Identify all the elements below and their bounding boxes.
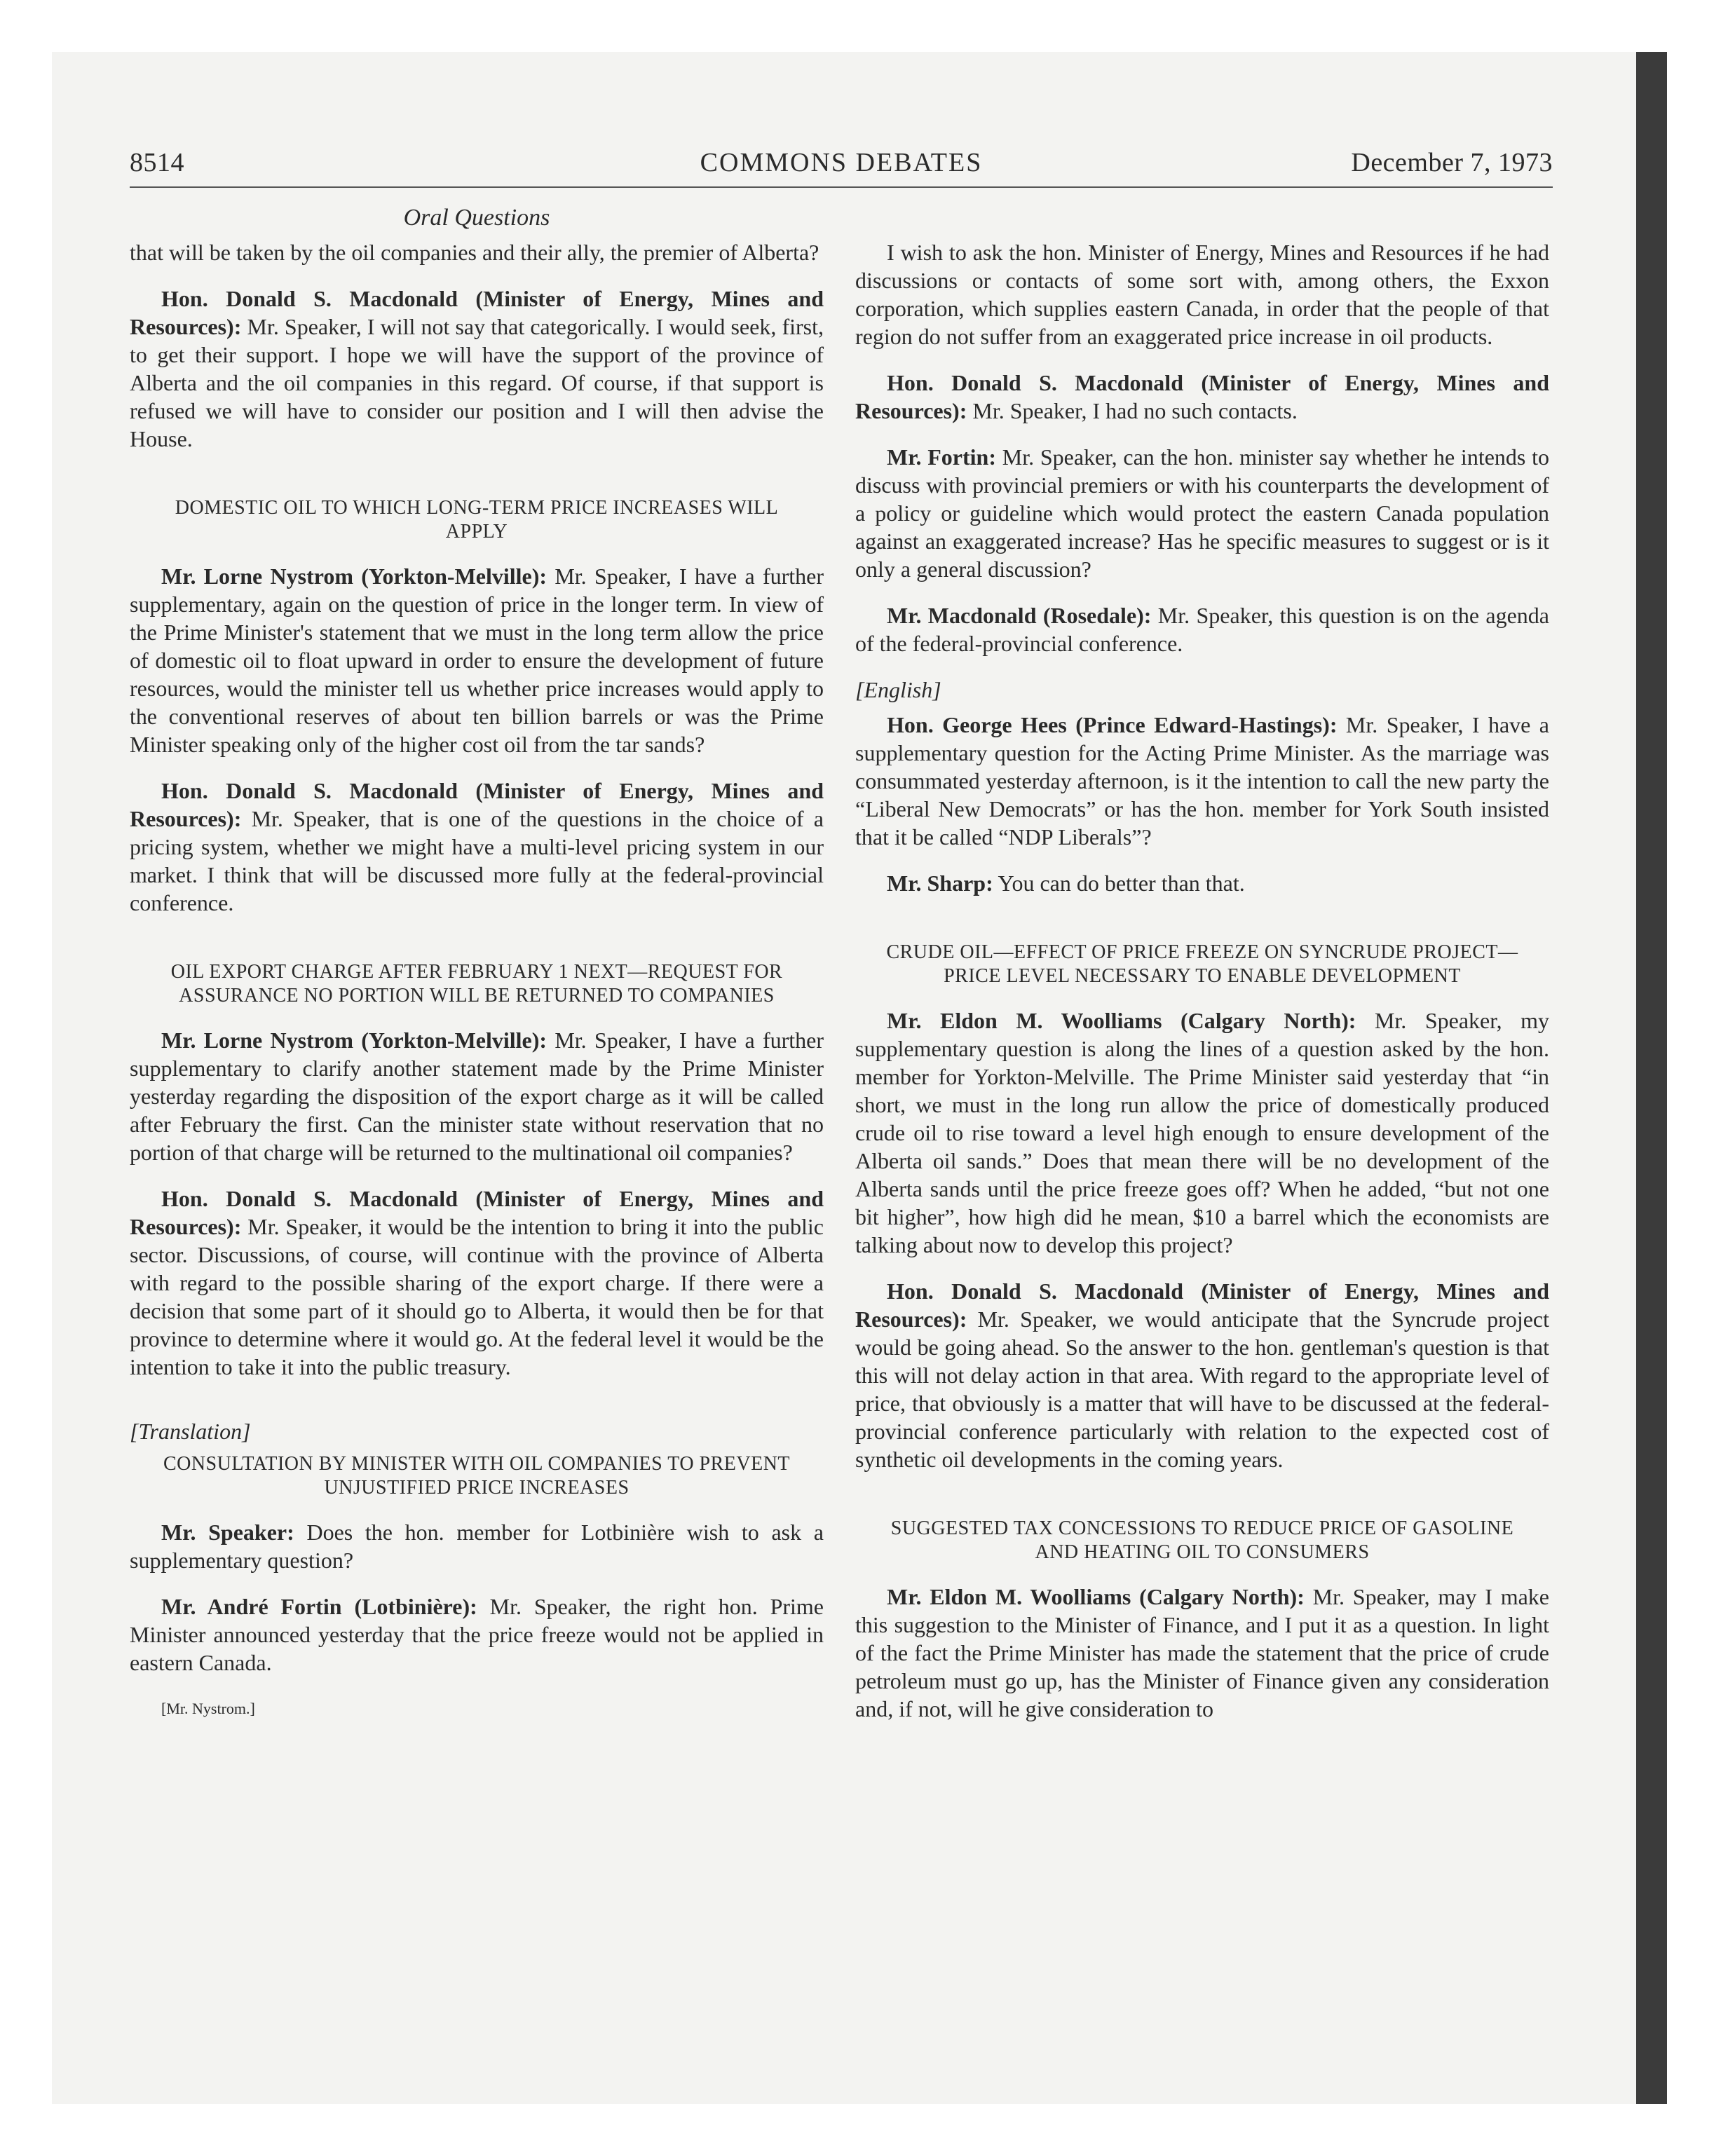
left-column bbox=[130, 238, 824, 1723]
speech-text: Mr. Speaker, can the hon. minister say whether he intends to discuss with provincial premiers or with his counterparts the development of a policy or guideline which would protect the eastern Canada population against an exaggerated increase? Has he specific measures to suggest or is it only a general discussion? bbox=[855, 444, 1550, 582]
speaker-name: Mr. Macdonald (Rosedale): bbox=[887, 603, 1152, 628]
speaker-name: Mr. Eldon M. Woolliams (Calgary North): bbox=[887, 1008, 1356, 1033]
subject-heading: CRUDE OIL—EFFECT OF PRICE FREEZE ON SYNCRUDE PROJECT—PRICE LEVEL NECESSARY TO ENABLE DEVELOPMENT bbox=[886, 941, 1518, 987]
speaker-name: Hon. Donald S. Macdonald (Minister of Energy, Mines and Resources): bbox=[130, 286, 824, 339]
paragraph bbox=[855, 443, 1549, 583]
paragraph bbox=[855, 869, 1549, 897]
subject-heading: SUGGESTED TAX CONCESSIONS TO REDUCE PRICE OF GASOLINE AND HEATING OIL TO CONSUMERS bbox=[890, 1517, 1514, 1563]
speech-text: Mr. Speaker, that is one of the questions in the choice of a pricing system, whether we might have a multi-level pricing system in our market. I think that will be discussed more fully at the federal-provincial conference. bbox=[130, 806, 824, 915]
subject-heading: DOMESTIC OIL TO WHICH LONG-TERM PRICE INCREASES WILL APPLY bbox=[175, 497, 779, 543]
section-label: Oral Questions bbox=[403, 205, 550, 231]
page-header bbox=[130, 147, 1553, 188]
footer-note: [Mr. Nystrom.] bbox=[161, 1700, 255, 1717]
speech-text: Mr. Speaker, I had no such contacts. bbox=[967, 398, 1298, 423]
speaker-name: Mr. Lorne Nystrom (Yorkton-Melville): bbox=[161, 1028, 547, 1053]
speech-text: Mr. Speaker, I have a further supplementary to clarify another statement made by the Prime Minister yesterday regarding the disposition of the export charge as it will be called after February the first. Can the minister state without reservation that no portion of that charge will be returned to the multinational oil companies? bbox=[130, 1028, 824, 1165]
language-tag: [English] bbox=[855, 677, 941, 702]
speaker-name: Mr. Fortin: bbox=[887, 444, 996, 470]
scan-shadow-edge bbox=[1636, 52, 1667, 2104]
speaker-name: Hon. Donald S. Macdonald (Minister of Energy, Mines and Resources): bbox=[855, 1278, 1549, 1332]
publication-date: December 7, 1973 bbox=[1351, 148, 1553, 177]
speech-text: Mr. Speaker, my supplementary question is along the lines of a question asked by the hon. member for Yorkton-Melville. The Prime Minister said yesterday that “in short, we must in the long run allow the price of domestically produced crude oil to rise toward a level high enough to ensure development of the Alberta oil sands.” Does that mean there will be no development of the Alberta sands until the price freeze goes off? When he added, “but not one bit higher”, how high did he mean, $10 a barrel which the economists are talking about now to develop this project? bbox=[855, 1008, 1550, 1257]
speaker-name: Mr. Lorne Nystrom (Yorkton-Melville): bbox=[161, 564, 547, 589]
speaker-name: Hon. Donald S. Macdonald (Minister of Energy, Mines and Resources): bbox=[130, 1186, 824, 1239]
speech-text: Mr. Speaker, this question is on the agenda of the federal-provincial conference. bbox=[855, 603, 1550, 656]
paragraph: I wish to ask the hon. Minister of Energy, Mines and Resources if he had discussions or contacts of some sort with, among others, the Exxon corporation, which supplies eastern Canada, in order that the people of that region do not suffer from an exaggerated price increase in oil products. bbox=[855, 240, 1549, 349]
speaker-name: Hon. Donald S. Macdonald (Minister of Energy, Mines and Resources): bbox=[130, 778, 824, 831]
paragraph bbox=[855, 1007, 1549, 1259]
paragraph bbox=[855, 601, 1549, 657]
speaker-name: Mr. Eldon M. Woolliams (Calgary North): bbox=[887, 1584, 1305, 1609]
speaker-name: Hon. Donald S. Macdonald (Minister of Energy, Mines and Resources): bbox=[855, 370, 1549, 423]
paragraph bbox=[855, 369, 1549, 425]
paragraph bbox=[855, 711, 1549, 851]
paragraph bbox=[855, 1583, 1549, 1723]
speaker-name: Mr. Sharp: bbox=[887, 871, 993, 896]
subject-heading: CONSULTATION BY MINISTER WITH OIL COMPANIES TO PREVENT UNJUSTIFIED PRICE INCREASES bbox=[163, 1453, 791, 1499]
paragraph bbox=[855, 1277, 1549, 1473]
speech-text: Mr. Speaker, it would be the intention to bring it into the public sector. Discussions, of course, will continue with the province of Alberta with regard to the possible sharing of the export charge. If there were a decision that some part of it should go to Alberta, it would then be for that province to determine where it would go. At the federal level it would be the intention to take it into the public treasury. bbox=[130, 1214, 824, 1379]
speaker-name: Mr. Speaker: bbox=[161, 1520, 294, 1545]
subject-heading: OIL EXPORT CHARGE AFTER FEBRUARY 1 NEXT—REQUEST FOR ASSURANCE NO PORTION WILL BE RETURNED TO COMPANIES bbox=[170, 961, 783, 1007]
speech-text: Mr. Speaker, we would anticipate that the Syncrude project would be going ahead. So the answer to the hon. gentleman's question is that this will not delay action in that area. With regard to the appropriate level of price, that obviously is a matter that will have to be discussed at the federal-provincial conference particularly with relation to the expected cost of synthetic oil developments in the coming years. bbox=[855, 1306, 1549, 1472]
paragraph: that will be taken by the oil companies and their ally, the premier of Alberta? bbox=[130, 240, 819, 265]
speaker-name: Hon. George Hees (Prince Edward-Hastings): bbox=[887, 712, 1338, 737]
language-tag: [Translation] bbox=[130, 1419, 251, 1444]
paragraph bbox=[130, 1592, 824, 1677]
speech-text: Mr. Speaker, may I make this suggestion to the Minister of Finance, and I put it as a question. In light of the fact the Prime Minister has made the statement that the price of crude petroleum must go up, has the Minister of Finance given any consideration and, if not, will he give consideration to bbox=[855, 1584, 1550, 1721]
speech-text: Does the hon. member for Lotbinière wish to ask a supplementary question? bbox=[130, 1520, 824, 1573]
speaker-name: Mr. André Fortin (Lotbinière): bbox=[161, 1594, 477, 1619]
speech-text: You can do better than that. bbox=[993, 871, 1245, 896]
paragraph bbox=[130, 1185, 824, 1381]
paragraph bbox=[130, 285, 824, 453]
paragraph bbox=[130, 562, 824, 758]
page-number: 8514 bbox=[130, 148, 184, 177]
speech-text: Mr. Speaker, I have a supplementary question for the Acting Prime Minister. As the marriage was consummated yesterday afternoon, is it the intention to call the new party the “Liberal New Democrats” or has the hon. member for York South insisted that it be called “NDP Liberals”? bbox=[855, 712, 1550, 850]
journal-title: COMMONS DEBATES bbox=[700, 148, 983, 177]
speech-text: Mr. Speaker, the right hon. Prime Minister announced yesterday that the price freeze would not be applied in eastern Canada. bbox=[130, 1594, 824, 1675]
speech-text: Mr. Speaker, I will not say that categorically. I would seek, first, to get their support. I hope we will have the support of the province of Alberta and the oil companies in this regard. Of course, if that support is refused we will have to consider our position and I will then advise the House. bbox=[130, 314, 824, 451]
speech-text: Mr. Speaker, I have a further supplementary, again on the question of price in the longer term. In view of the Prime Minister's statement that we must in the long term allow the price of domestic oil to float upward in order to ensure the development of future resources, would the minister tell us whether price increases would apply to the conventional reserves of about ten billion barrels or was the Prime Minister speaking only of the higher cost oil from the tar sands? bbox=[130, 564, 824, 757]
right-column bbox=[855, 238, 1549, 1741]
paragraph bbox=[130, 777, 824, 917]
paragraph bbox=[130, 1518, 824, 1574]
paragraph bbox=[130, 1026, 824, 1166]
